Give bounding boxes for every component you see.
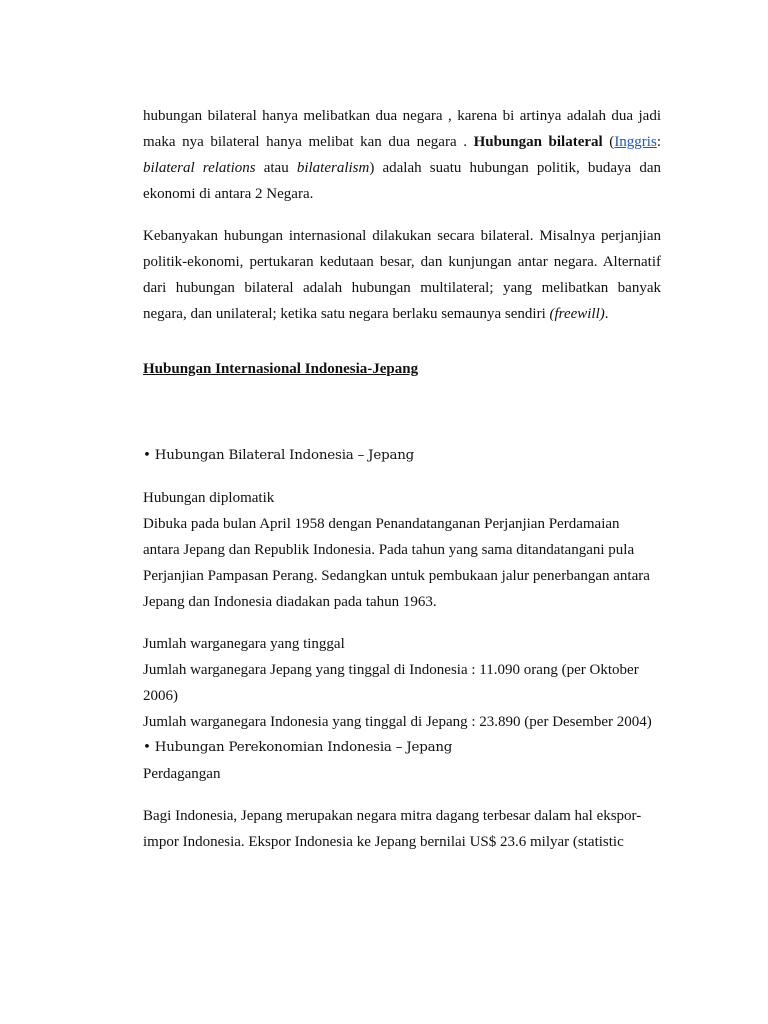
paragraph-bilateral-definition bbox=[143, 103, 661, 207]
paragraph-text-end: ) adalah suatu hubungan politik, budaya dan ekonomi di antara 2 Negara. bbox=[143, 160, 661, 202]
italic-term-relations: bilateral relations bbox=[143, 160, 256, 176]
document-page bbox=[143, 103, 661, 855]
colon: : bbox=[656, 134, 661, 150]
italic-freewill: (freewill) bbox=[549, 306, 605, 322]
paragraph-international-relations bbox=[143, 223, 661, 327]
paragraph-text: Kebanyakan hubungan internasional dilakukan secara bilateral. Misalnya perjanjian politik-ekonomi, pertukaran kedutaan besar, dan kunjungan antar negara. Alternatif dari hubungan bilateral adalah hubungan multilateral; yang melibatkan banyak negara, dan unilateral; ketika satu negara berlaku semaunya sendiri bbox=[143, 228, 661, 322]
trade-line-2: impor Indonesia. Ekspor Indonesia ke Jepang bernilai US$ 23.6 milyar (statistic bbox=[143, 834, 624, 850]
inggris-link[interactable]: Inggris bbox=[614, 134, 657, 150]
perdagangan-title: Perdagangan bbox=[143, 766, 221, 782]
diplomatik-line-1: Dibuka pada bulan April 1958 dengan Penandatanganan Perjanjian Perdamaian bbox=[143, 516, 620, 532]
diplomatik-title: Hubungan diplomatik bbox=[143, 490, 275, 506]
bullet-bilateral: • Hubungan Bilateral Indonesia – Jepang bbox=[143, 448, 415, 463]
spacer bbox=[143, 787, 661, 803]
spacer bbox=[143, 327, 661, 356]
diplomatik-line-4: Jepang dan Indonesia diadakan pada tahun 1963. bbox=[143, 594, 437, 610]
paren-open: ( bbox=[602, 134, 615, 150]
paragraph-end: . bbox=[604, 306, 609, 322]
paragraph-text: hubungan bilateral hanya melibatkan dua negara , karena bi artinya adalah dua jadi maka nya bilateral hanya melibat kan dua negara . bbox=[143, 108, 661, 150]
italic-term-bilateralism: bilateralism bbox=[296, 160, 370, 176]
atau-text: atau bbox=[255, 160, 297, 176]
spacer bbox=[143, 207, 661, 223]
trade-line-1: Bagi Indonesia, Jepang merupakan negara mitra dagang terbesar dalam hal ekspor- bbox=[143, 808, 642, 824]
spacer bbox=[143, 469, 661, 485]
warga-line-3: Jumlah warganegara Indonesia yang tinggal di Jepang : 23.890 (per Desember 2004) bbox=[143, 714, 652, 730]
section-heading: Hubungan Internasional Indonesia-Jepang bbox=[143, 361, 419, 377]
bold-term: Hubungan bilateral bbox=[473, 134, 603, 150]
spacer bbox=[143, 615, 661, 631]
warga-line-2: 2006) bbox=[143, 688, 178, 704]
bullet-perekonomian: • Hubungan Perekonomian Indonesia – Jepang bbox=[143, 740, 453, 755]
diplomatik-line-3: Perjanjian Pampasan Perang. Sedangkan untuk pembukaan jalur penerbangan antara bbox=[143, 568, 650, 584]
warga-line-1: Jumlah warganegara Jepang yang tinggal di Indonesia : 11.090 orang (per Oktober bbox=[143, 662, 639, 678]
diplomatik-line-2: antara Jepang dan Republik Indonesia. Pada tahun yang sama ditandatangani pula bbox=[143, 542, 635, 558]
spacer bbox=[143, 382, 661, 443]
warga-title: Jumlah warganegara yang tinggal bbox=[143, 636, 345, 652]
